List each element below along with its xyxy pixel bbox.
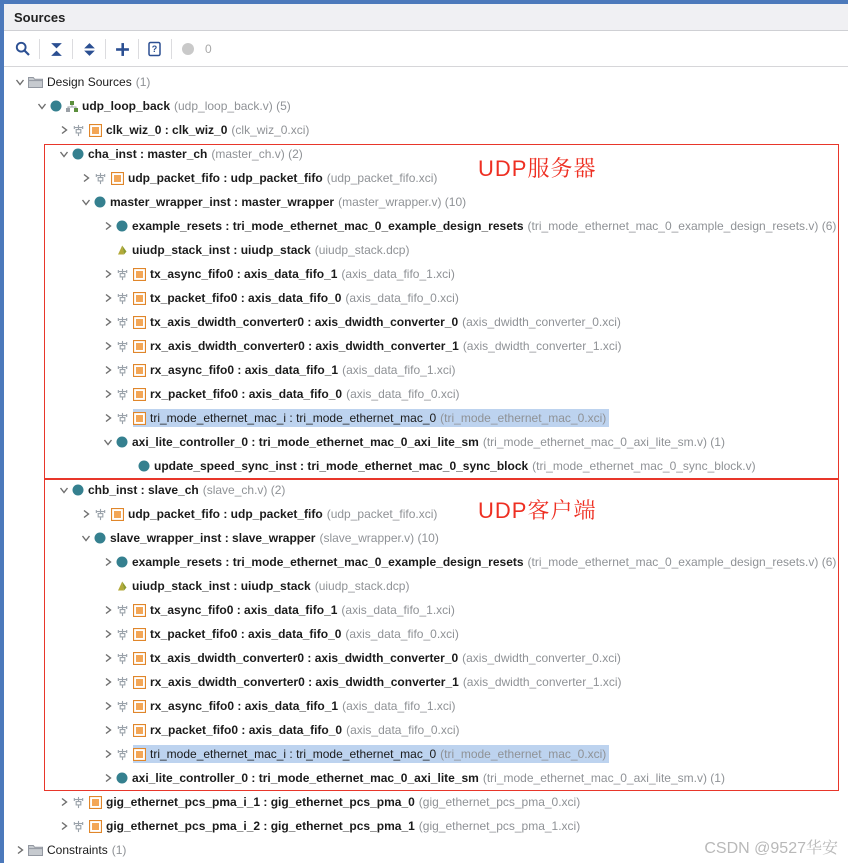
tree-item-file: (master_ch.v) (2) [211, 147, 303, 161]
dcp-icon [116, 580, 128, 592]
tree-item-file: (clk_wiz_0.xci) [231, 123, 310, 137]
ip-pin-icon [94, 172, 107, 185]
chevron-right-icon[interactable] [100, 341, 116, 351]
tree-item-label: tx_async_fifo0 : axis_data_fifo_1 [150, 267, 338, 281]
chevron-down-icon[interactable] [100, 437, 116, 447]
chevron-down-icon[interactable] [78, 197, 94, 207]
square-icon [133, 388, 146, 401]
chevron-down-icon[interactable] [12, 77, 28, 87]
tree-item-file: (tri_mode_ethernet_mac_0.xci) [440, 747, 607, 761]
ip-pin-icon [116, 340, 129, 353]
tree-item-file: (udp_packet_fifo.xci) [326, 171, 438, 185]
tree-item-file: (tri_mode_ethernet_mac_0_sync_block.v) [532, 459, 756, 473]
tree-item-file: (tri_mode_ethernet_mac_0.xci) [440, 411, 607, 425]
annotation-label-udp-server: UDP服务器 [478, 156, 597, 181]
help-icon[interactable] [142, 36, 168, 62]
tree-item[interactable] [4, 790, 848, 814]
dcp-icon [116, 244, 128, 256]
square-icon [111, 508, 124, 521]
chevron-right-icon[interactable] [100, 605, 116, 615]
tree-item[interactable] [4, 622, 848, 646]
add-sources-icon[interactable] [109, 36, 135, 62]
square-icon [133, 604, 146, 617]
tree-item-file: (uiudp_stack.dcp) [314, 579, 410, 593]
search-icon[interactable] [10, 36, 36, 62]
tree-item-label: udp_packet_fifo : udp_packet_fifo [128, 507, 323, 521]
sources-tree [4, 70, 848, 863]
tree-item-file: (tri_mode_ethernet_mac_0_example_design_resets.v) (6) [527, 555, 837, 569]
panel-title: Sources [14, 9, 66, 25]
tree-item-file: (tri_mode_ethernet_mac_0_axi_lite_sm.v) (1) [482, 771, 725, 785]
tree-item-file: (axis_data_fifo_1.xci) [341, 603, 455, 617]
tree-item[interactable] [4, 358, 848, 382]
tree-item-label: master_wrapper_inst : master_wrapper [110, 195, 335, 209]
ip-pin-icon [116, 292, 129, 305]
tree-item[interactable] [4, 118, 848, 142]
toolbar-separator [39, 39, 40, 59]
tree-item-file: (tri_mode_ethernet_mac_0_example_design_resets.v) (6) [527, 219, 837, 233]
tree-item[interactable] [4, 214, 848, 238]
module-icon [116, 772, 128, 784]
module-icon [138, 460, 150, 472]
tree-item[interactable] [4, 526, 848, 550]
tree-item-label: cha_inst : master_ch [88, 147, 208, 161]
tree-item-file: (gig_ethernet_pcs_pma_1.xci) [418, 819, 581, 833]
chevron-down-icon[interactable] [56, 485, 72, 495]
tree-item-file: (axis_data_fifo_1.xci) [341, 267, 455, 281]
chevron-right-icon[interactable] [100, 653, 116, 663]
toolbar-separator [138, 39, 139, 59]
toolbar-separator [72, 39, 73, 59]
tree-item-label: udp_loop_back [82, 99, 171, 113]
square-icon [133, 652, 146, 665]
chevron-right-icon[interactable] [100, 629, 116, 639]
tree-item-label: rx_async_fifo0 : axis_data_fifo_1 [150, 363, 339, 377]
ip-pin-icon [72, 796, 85, 809]
tree-item-label: slave_wrapper_inst : slave_wrapper [110, 531, 316, 545]
expand-all-icon[interactable] [76, 36, 102, 62]
tree-item[interactable] [4, 262, 848, 286]
tree-item-file: (axis_data_fifo_0.xci) [346, 723, 460, 737]
square-icon [133, 316, 146, 329]
tree-item[interactable] [4, 598, 848, 622]
square-icon [89, 124, 102, 137]
module-icon [50, 100, 62, 112]
tree-item[interactable] [4, 70, 848, 94]
panel-focus-border-left [0, 0, 4, 863]
tree-item[interactable] [4, 334, 848, 358]
tree-item[interactable] [4, 550, 848, 574]
tree-item[interactable] [4, 382, 848, 406]
ip-pin-icon [116, 652, 129, 665]
tree-item-file: (master_wrapper.v) (10) [338, 195, 467, 209]
chevron-right-icon[interactable] [100, 413, 116, 423]
tree-item-file: (udp_packet_fifo.xci) [326, 507, 438, 521]
square-icon [89, 796, 102, 809]
tree-item-file: (axis_data_fifo_1.xci) [342, 363, 456, 377]
module-icon [72, 484, 84, 496]
chevron-down-icon[interactable] [56, 149, 72, 159]
tree-item-label: example_resets : tri_mode_ethernet_mac_0_example_design_resets [132, 555, 524, 569]
tree-item-label: example_resets : tri_mode_ethernet_mac_0_example_design_resets [132, 219, 524, 233]
chevron-right-icon[interactable] [100, 317, 116, 327]
tree-item-file: (axis_data_fifo_0.xci) [346, 387, 460, 401]
module-icon [116, 436, 128, 448]
tree-item-file: (axis_dwidth_converter_1.xci) [462, 675, 622, 689]
ip-pin-icon [116, 700, 129, 713]
tree-item[interactable] [4, 94, 848, 118]
tree-item-file: (udp_loop_back.v) (5) [174, 99, 291, 113]
tree-item-label: tx_async_fifo0 : axis_data_fifo_1 [150, 603, 338, 617]
square-icon [133, 748, 146, 761]
chevron-down-icon[interactable] [78, 533, 94, 543]
tree-item-label: axi_lite_controller_0 : tri_mode_ethernet_mac_0_axi_lite_sm [132, 435, 479, 449]
ip-pin-icon [116, 412, 129, 425]
ip-pin-icon [116, 268, 129, 281]
tree-item[interactable] [4, 142, 848, 166]
ip-pin-icon [94, 508, 107, 521]
tree-item[interactable] [4, 478, 848, 502]
square-icon [89, 820, 102, 833]
module-icon [72, 148, 84, 160]
chevron-right-icon[interactable] [56, 797, 72, 807]
chevron-right-icon[interactable] [100, 221, 116, 231]
tree-item-label: rx_axis_dwidth_converter0 : axis_dwidth_converter_1 [150, 339, 459, 353]
tree-item-file: (slave_wrapper.v) (10) [319, 531, 439, 545]
tree-item-file: (tri_mode_ethernet_mac_0_axi_lite_sm.v) (1) [482, 435, 725, 449]
tree-item-file: (axis_data_fifo_0.xci) [345, 291, 459, 305]
tree-item-file: (slave_ch.v) (2) [202, 483, 286, 497]
tree-item-label: udp_packet_fifo : udp_packet_fifo [128, 171, 323, 185]
square-icon [133, 628, 146, 641]
messages-count: 0 [205, 42, 212, 56]
ip-pin-icon [72, 820, 85, 833]
tree-item[interactable] [4, 670, 848, 694]
chevron-right-icon[interactable] [100, 293, 116, 303]
tree-item-label: rx_axis_dwidth_converter0 : axis_dwidth_converter_1 [150, 675, 459, 689]
tree-item-file: (axis_dwidth_converter_0.xci) [462, 651, 621, 665]
chevron-right-icon[interactable] [78, 173, 94, 183]
tree-item[interactable] [4, 718, 848, 742]
tree-item[interactable] [4, 574, 848, 598]
ip-pin-icon [116, 628, 129, 641]
tree-item-file: (axis_dwidth_converter_1.xci) [462, 339, 622, 353]
chevron-right-icon[interactable] [100, 389, 116, 399]
square-icon [133, 364, 146, 377]
tree-item[interactable] [4, 238, 848, 262]
annotation-label-udp-client: UDP客户端 [478, 498, 597, 523]
chevron-right-icon[interactable] [100, 269, 116, 279]
ip-pin-icon [116, 676, 129, 689]
top-module-badge-icon [66, 101, 78, 112]
tree-item-label: tx_axis_dwidth_converter0 : axis_dwidth_converter_0 [150, 651, 459, 665]
chevron-right-icon[interactable] [100, 725, 116, 735]
square-icon [133, 676, 146, 689]
chevron-right-icon[interactable] [100, 677, 116, 687]
ip-pin-icon [116, 316, 129, 329]
chevron-right-icon[interactable] [100, 773, 116, 783]
tree-item-label: rx_packet_fifo0 : axis_data_fifo_0 [150, 387, 343, 401]
toolbar-separator [171, 39, 172, 59]
tree-item-label: gig_ethernet_pcs_pma_i_1 : gig_ethernet_pcs_pma_0 [106, 795, 415, 809]
tree-item-label: tx_packet_fifo0 : axis_data_fifo_0 [150, 291, 342, 305]
tree-item-label: tx_packet_fifo0 : axis_data_fifo_0 [150, 627, 342, 641]
module-icon [116, 220, 128, 232]
tree-item-file: (uiudp_stack.dcp) [314, 243, 410, 257]
tree-item[interactable] [4, 310, 848, 334]
tree-item-label: uiudp_stack_inst : uiudp_stack [132, 243, 311, 257]
folder-icon [28, 844, 43, 856]
tree-item-file: (1) [111, 843, 127, 857]
tree-item-label: Constraints [47, 843, 108, 857]
svg-text:?: ? [151, 44, 158, 55]
module-icon [94, 532, 106, 544]
tree-item-file: (axis_data_fifo_0.xci) [345, 627, 459, 641]
tree-item[interactable] [4, 166, 848, 190]
square-icon [133, 292, 146, 305]
tree-item-label: update_speed_sync_inst : tri_mode_ethernet_mac_0_sync_block [154, 459, 529, 473]
panel-title-bar[interactable] [4, 4, 848, 31]
module-icon [94, 196, 106, 208]
tree-item[interactable] [4, 430, 848, 454]
tree-item-file: (1) [135, 75, 151, 89]
sources-toolbar [4, 32, 848, 67]
tree-item[interactable] [4, 454, 848, 478]
ip-pin-icon [116, 604, 129, 617]
square-icon [133, 412, 146, 425]
tree-item-label: chb_inst : slave_ch [88, 483, 199, 497]
ip-pin-icon [116, 364, 129, 377]
tree-item-label: rx_async_fifo0 : axis_data_fifo_1 [150, 699, 339, 713]
collapse-all-icon[interactable] [43, 36, 69, 62]
module-icon [116, 556, 128, 568]
tree-item[interactable] [4, 766, 848, 790]
chevron-right-icon[interactable] [78, 509, 94, 519]
square-icon [133, 340, 146, 353]
tree-item-file: (axis_dwidth_converter_0.xci) [462, 315, 621, 329]
tree-item-label: tx_axis_dwidth_converter0 : axis_dwidth_converter_0 [150, 315, 459, 329]
chevron-right-icon[interactable] [100, 557, 116, 567]
tree-item-label: Design Sources [47, 75, 132, 89]
tree-item-label: axi_lite_controller_0 : tri_mode_ethernet_mac_0_axi_lite_sm [132, 771, 479, 785]
tree-item-file: (gig_ethernet_pcs_pma_0.xci) [418, 795, 581, 809]
chevron-right-icon[interactable] [100, 749, 116, 759]
tree-item[interactable] [4, 406, 848, 430]
tree-item[interactable] [4, 502, 848, 526]
tree-item[interactable] [4, 286, 848, 310]
tree-item-file: (axis_data_fifo_1.xci) [342, 699, 456, 713]
chevron-right-icon[interactable] [12, 845, 28, 855]
tree-item-label: uiudp_stack_inst : uiudp_stack [132, 579, 311, 593]
chevron-down-icon[interactable] [34, 101, 50, 111]
ip-pin-icon [116, 748, 129, 761]
folder-icon [28, 76, 43, 88]
chevron-right-icon[interactable] [100, 701, 116, 711]
ip-pin-icon [116, 388, 129, 401]
ip-pin-icon [72, 124, 85, 137]
tree-item[interactable] [4, 694, 848, 718]
tree-item-label: gig_ethernet_pcs_pma_i_2 : gig_ethernet_pcs_pma_1 [106, 819, 415, 833]
tree-item-label: tri_mode_ethernet_mac_i : tri_mode_ethernet_mac_0 [150, 411, 437, 425]
tree-item-label: tri_mode_ethernet_mac_i : tri_mode_ethernet_mac_0 [150, 747, 437, 761]
ip-pin-icon [116, 724, 129, 737]
messages-badge-icon[interactable] [175, 36, 201, 62]
chevron-right-icon[interactable] [56, 125, 72, 135]
tree-item[interactable] [4, 742, 848, 766]
square-icon [133, 268, 146, 281]
toolbar-separator [105, 39, 106, 59]
tree-item[interactable] [4, 190, 848, 214]
square-icon [133, 700, 146, 713]
tree-item[interactable] [4, 646, 848, 670]
tree-item-label: rx_packet_fifo0 : axis_data_fifo_0 [150, 723, 343, 737]
square-icon [133, 724, 146, 737]
chevron-right-icon[interactable] [56, 821, 72, 831]
square-icon [111, 172, 124, 185]
tree-item-label: clk_wiz_0 : clk_wiz_0 [106, 123, 228, 137]
chevron-right-icon[interactable] [100, 365, 116, 375]
watermark: CSDN @9527华安 [704, 840, 838, 857]
